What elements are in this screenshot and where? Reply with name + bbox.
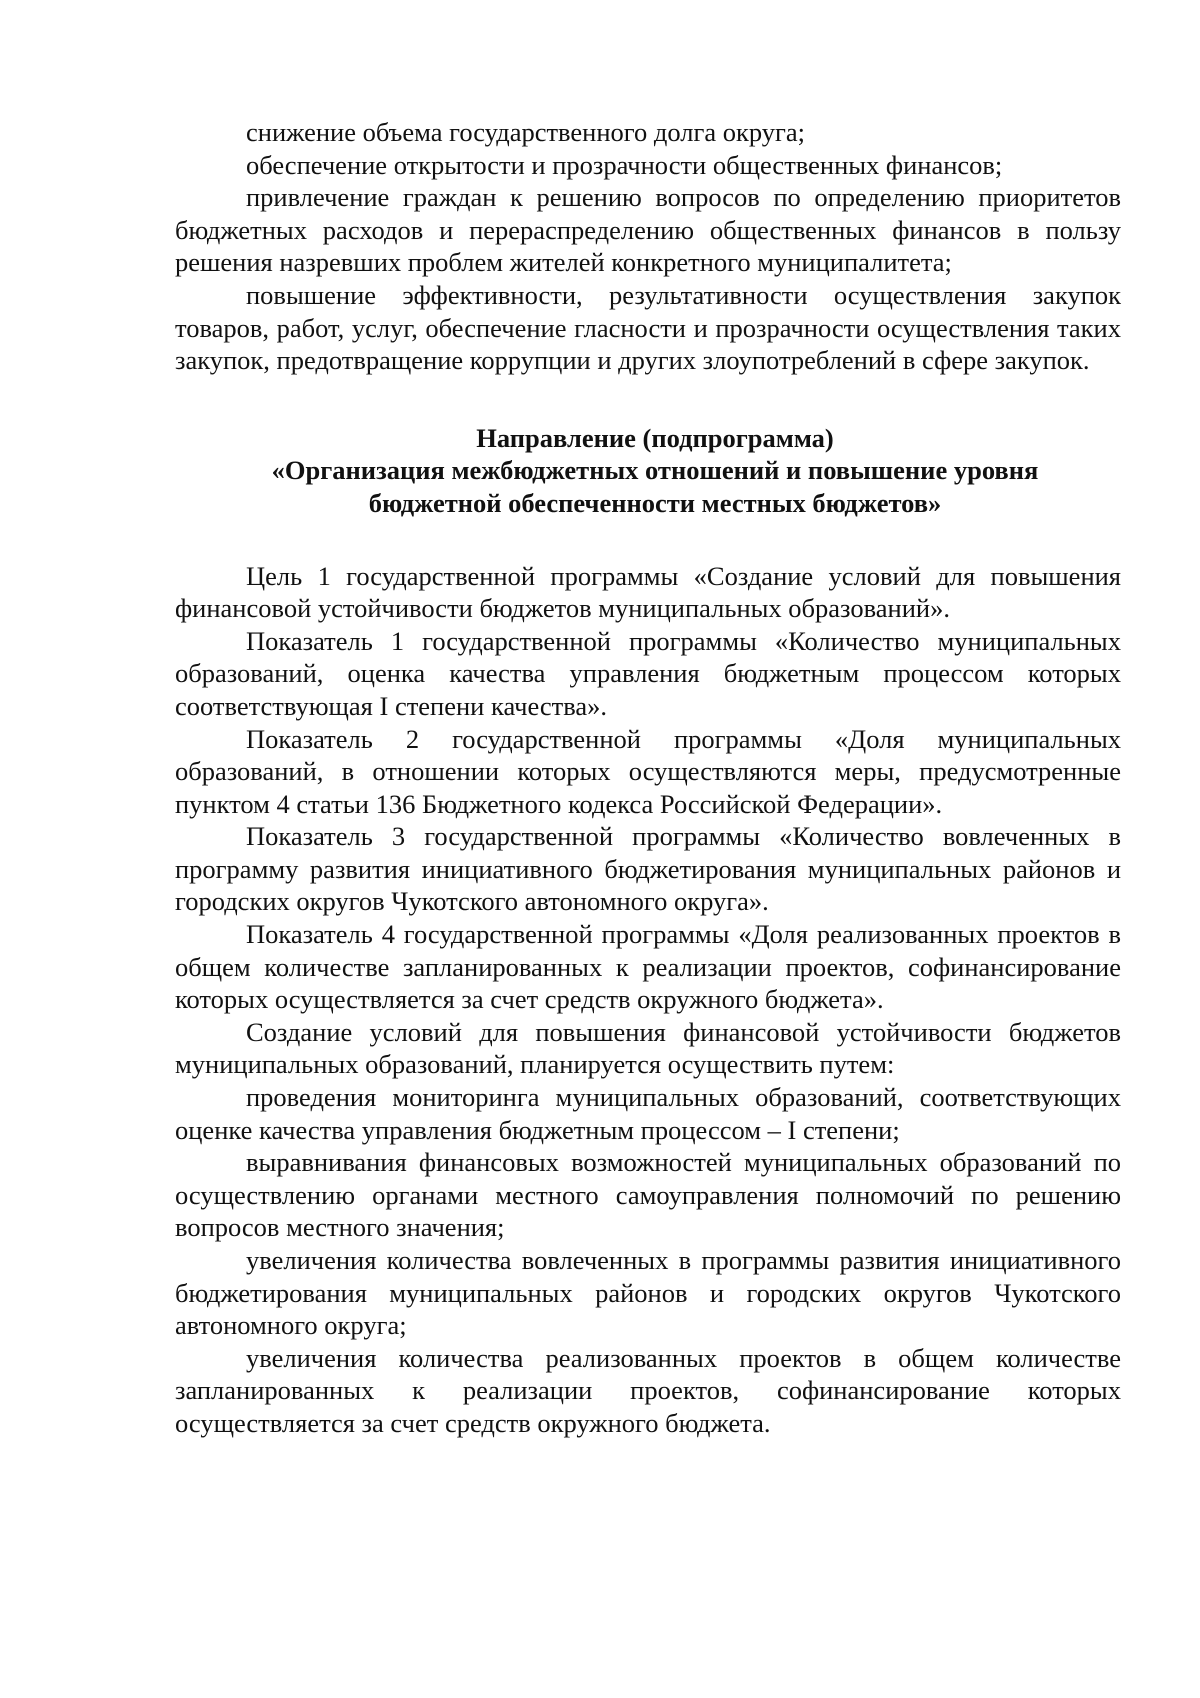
paragraph: Показатель 2 государственной программы «Доля муниципальных образований, в отношении которых осуществляются меры, предусмотренные пунктом 4 статьи 136 Бюджетного кодекса Российской Федерации». [175, 723, 1121, 819]
intro-section [175, 116, 1121, 377]
paragraph: проведения мониторинга муниципальных образований, соответствующих оценке качества управления бюджетным процессом – I степени; [175, 1082, 1121, 1145]
paragraph: Показатель 1 государственной программы «Количество муниципальных образований, оценка качества управления бюджетным процессом которых соответствующая I степени качества». [175, 625, 1121, 721]
paragraph: Создание условий для повышения финансовой устойчивости бюджетов муниципальных образований, планируется осуществить путем: [175, 1016, 1121, 1080]
paragraph: выравнивания финансовых возможностей муниципальных образований по осуществлению органами местного самоуправления полномочий по решению вопросов местного значения; [175, 1147, 1121, 1243]
paragraph: снижение объема государственного долга округа; [246, 117, 806, 147]
heading-line: бюджетной обеспеченности местных бюджетов» [368, 487, 942, 518]
heading-line: Направление (подпрограмма) [476, 422, 834, 453]
paragraph: Показатель 3 государственной программы «Количество вовлеченных в программу развития инициативного бюджетирования муниципальных районов и городских округов Чукотского автономного округа». [175, 821, 1121, 917]
paragraph: Цель 1 государственной программы «Создание условий для повышения финансовой устойчивости бюджетов муниципальных образований». [175, 560, 1121, 624]
paragraph: Показатель 4 государственной программы «Доля реализованных проектов в общем количестве запланированных к реализации проектов, софинансирование которых осуществляется за счет средств окружного бюджета». [175, 919, 1121, 1015]
body-section [175, 560, 1121, 1440]
paragraph: увеличения количества вовлеченных в программы развития инициативного бюджетирования муниципальных районов и городских округов Чукотского автономного округа; [175, 1245, 1121, 1341]
paragraph: обеспечение открытости и прозрачности общественных финансов; [246, 149, 1003, 180]
paragraph: увеличения количества реализованных проектов в общем количестве запланированных к реализации проектов, софинансирование которых осуществляется за счет средств окружного бюджета. [175, 1342, 1121, 1438]
paragraph: привлечение граждан к решению вопросов по определению приоритетов бюджетных расходов и перераспределению общественных финансов в пользу решения назревших проблем жителей конкретного муниципалитета; [175, 182, 1121, 278]
document-page [175, 116, 1121, 1440]
subprogram-heading [175, 422, 1121, 520]
heading-line: «Организация межбюджетных отношений и повышение уровня [271, 455, 1039, 486]
paragraph: повышение эффективности, результативности осуществления закупок товаров, работ, услуг, обеспечение гласности и прозрачности осуществления таких закупок, предотвращение коррупции и других злоупотреблений в сфере закупок. [175, 279, 1121, 376]
